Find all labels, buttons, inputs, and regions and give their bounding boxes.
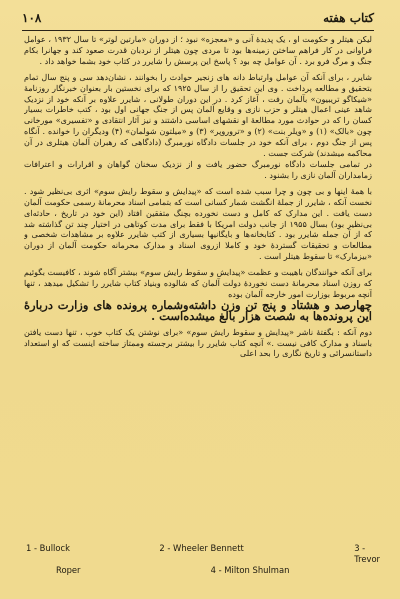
paragraph-5: برای آنکه خوانندگان باهیبت و عظمت «پیدایش و سقوط رایش سوم» بیشتر آگاه شوند ، کافیست بگوئیم که روزن اسناد محرمانهٔ دست نخوردهٔ دولت آلمان که شالوده وبنیاد کتاب شایرر را تشکیل میدهد ، تنها آنچه مربوط بوزارت امور خارجه آلمان بوده [24, 267, 372, 299]
paragraph-1: لیکن هیتلر و حکومت او ، یک پدیدهٔ آنی و «معجزه» نبود ؛ از دوران «مارتین لوتر» تا سال ۱۹۳۲ ، عوامل فراوانی در کار فراهم ساختن زمینه‌ها بود تا مردی چون هیتلر از نردبان قدرت صعود کند و جهانرا بکام جنگ و مرگ فرو برد . آن عوامل چه بود ؟ پاسخ این پرسش را شایرر در کتاب خود بشما خواهد داد . [24, 34, 372, 66]
footnote-2: 2 - Wheeler Bennett [159, 543, 244, 553]
article-body [24, 34, 372, 532]
footnote-4: 4 - Milton Shulman [210, 565, 290, 575]
footnote-3: 3 - Trevor [354, 543, 381, 564]
paragraph-2: شایرر ، برای آنکه آن عوامل وارتباط دانه های زنجیر حوادث را بخوانند ، نشان‌دهد سی و پنج سال تمام بتحقیق و مطالعه پرداخت . وی این تحقیق را از سال ۱۹۲۵ که برای نخستین بار بعنوان خبرنگار روزنامهٔ «شیکاگو تریبیون» بآلمان رفت ، آغاز کرد . در این دوران طولانی ، شایرر علاوه بر آنکه خود از نزدیک شاهد عینی اعمال هیتلر و حزب نازی و وقایع آلمان پس از جنگ جهانی اول بود ، کتب خاطرات بسیار کسان را که در حوادث مورد مطالعهٔ او نقشهای اساسی داشتند و نیز آثار انتقادی و «تفسیری» مورخانی چون «بالک» (۱) و «ویلر بنت» (۲) و «تروروپر» (۳) و «میلتون شولمان» (۴) ودیگران را خوانده . آنگاه پس از جنگ دوم ، برای آنکه خود در جلسات دادگاه نورمبرگ (دادگاهی که رهبران آلمان هیتلری در آن محاکمه میشدند) شرکت جست . [24, 71, 372, 159]
paragraph-4: با همهٔ اینها و بی چون و چرا سبب شده است که «پیدایش و سقوط رایش سوم» اثری بی‌نظیر شود . نخست آنکه ، شایرر از جملهٔ انگشت شمار کسانی است که بتمامی اسناد محرمانهٔ رسمی حکومت آلمان دست یافت . این مدارک که کامل و دست نخورده بچنگ متفقین افتاد (این خود در تاریخ ، حادثه‌ای بی‌نظیر بود) بسال ۱۹۵۵ از جانب دولت امریکا با فقط برای مدت کوتاهی در اختیار چند تن گذاشته شد که از آن جمله شایرر بود . کتابخانه‌ها و بایگانیها بسیاری از کتب شایرر علاوه بر مشاهدات شخصی و مطالعات و تحقیقات گستردهٔ خود و کاملا ازروی اسناد و مدارک محرمانه حکومت آلمان از دوران «بیزمارک» تا سقوط هیتلر است . [24, 185, 372, 262]
page-header [22, 8, 374, 28]
paragraph-7: دوم آنکه : بگفتهٔ ناشر «پیدایش و سقوط رایش سوم» «برای نوشتن یک کتاب خوب ، تنها دست یافتن باسناد و مدارک کافی نیست .» آنچه کتاب شایرر را بیشتر برجسته وممتاز ساخته اینست که او استعداد داستانسرائی و تاریخ نگاری را بحد اعلی [24, 326, 372, 359]
paragraph-3: در تمامی جلسات دادگاه نورمبرگ حضور یافت و از نزدیک سخنان گواهان و اقرارات و اعترافات زمامداران آلمان نازی را بشنود . [24, 158, 372, 180]
footnote-1: 1 - Bullock [26, 543, 70, 553]
running-title: کتاب هفته [323, 11, 374, 25]
paragraph-6: چهارصد و هشتاد و پنج تن وزن داشته‌وشماره پرونده‌ های وزارت دربارهٔ این پرونده‌ها به شصت هزار بالغ میشده‌است . [24, 297, 372, 323]
footnotes [22, 543, 381, 575]
page-number: ١٠٨ [22, 11, 42, 25]
header-rule [22, 30, 374, 31]
footnote-1-cont: Roper [56, 565, 81, 575]
